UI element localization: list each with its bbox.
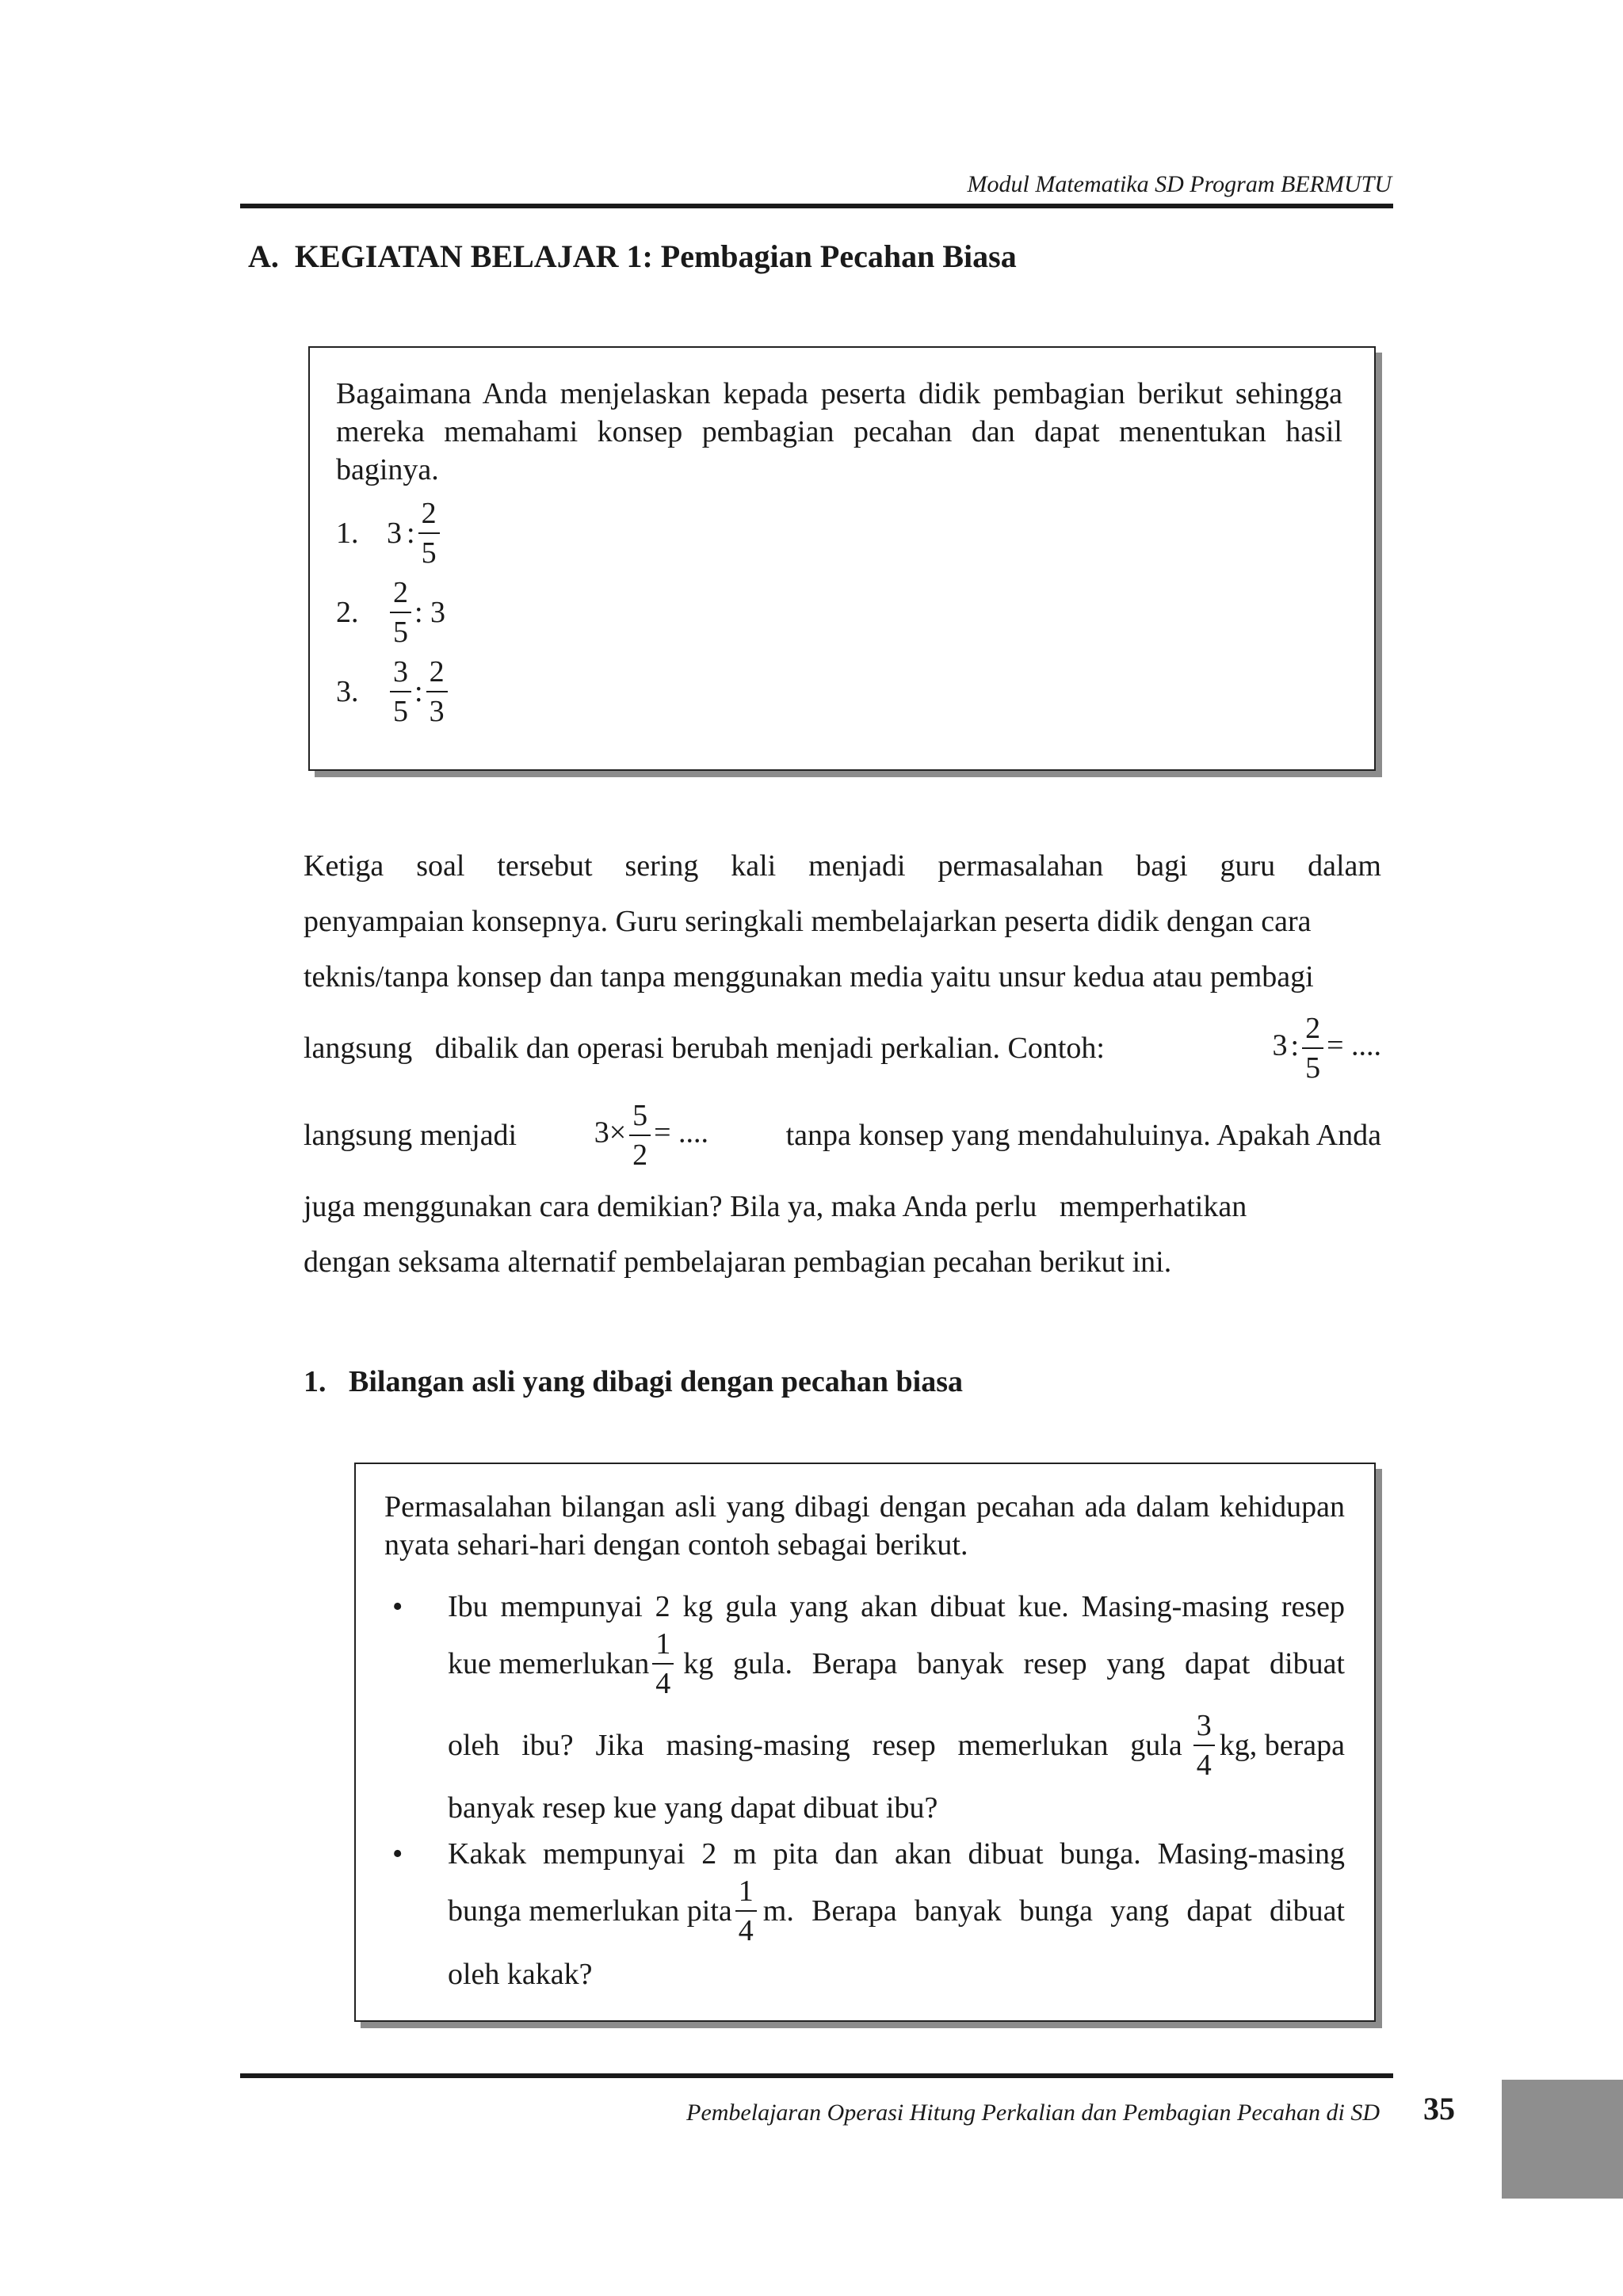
fraction: $\frac{1}{4}$ — [735, 1876, 757, 1946]
word: bagi — [1136, 849, 1188, 883]
bullet-icon: • — [392, 1837, 403, 1871]
word: Ketiga — [304, 849, 384, 883]
word: dalam — [1308, 849, 1381, 883]
body-paragraph — [304, 838, 1381, 1290]
converted-expression: 3× $\frac{5}{2}$ = .... — [594, 1099, 709, 1172]
fraction: $\frac{3}{5}$ — [390, 657, 411, 727]
body-line-7: dengan seksama alternatif pembelajaran pembagian pecahan berikut ini. — [304, 1245, 1172, 1279]
word: tersebut — [497, 849, 593, 883]
header-rule — [240, 204, 1393, 208]
body-line-1 — [304, 838, 1381, 894]
example-expression: 3 : $\frac{2}{5}$ = .... — [1272, 1012, 1381, 1085]
body-line-3: teknis/tanpa konsep dan tanpa menggunakan media yaitu unsur kedua atau pembagi — [304, 960, 1314, 994]
question-item-2: 2. $\frac{2}{5}$ : 3 — [336, 576, 446, 649]
word: kali — [731, 849, 777, 883]
question-item-1: 1. 3 : $\frac{2}{5}$ — [336, 494, 1342, 573]
question-intro: Bagaimana Anda menjelaskan kepada peserta didik pembagian berikut sehingga mereka memahami konsep pembagian pecahan dan dapat menentukan hasil baginya. — [336, 377, 1342, 486]
problem-box — [354, 1463, 1376, 2022]
word: sering — [624, 849, 699, 883]
problem-intro: Permasalahan bilangan asli yang dibagi dengan pecahan ada dalam kehidupan nyata sehari-hari dengan contoh sebagai berikut. — [384, 1490, 1345, 1562]
word: menjadi — [808, 849, 906, 883]
bullet-item-2: • Kakak mempunyai 2 m pita dan akan dibuat bunga. Masing-masing bunga memerlukan pita $\frac{1}{4}$ m. Berapa banyak bunga yang dapat dibuat oleh kakak? — [384, 1835, 1345, 1993]
fraction: $\frac{2}{5}$ — [418, 498, 440, 568]
body-line-2: penyampaian konsepnya. Guru seringkali membelajarkan peserta didik dengan cara — [304, 905, 1312, 938]
word: soal — [416, 849, 465, 883]
fraction: $\frac{1}{4}$ — [652, 1629, 674, 1699]
question-item-3: 3. $\frac{3}{5}$ : $\frac{2}{3}$ — [336, 652, 1342, 731]
body-line-4: langsung dibalik dan operasi berubah menjadi perkalian. Contoh: 3 : $\frac{2}{5}$ = .... — [304, 1012, 1381, 1085]
body-line-5: langsung menjadi 3× $\frac{5}{2}$ = .... tanpa konsep yang mendahuluinya. Apakah Anda — [304, 1099, 1381, 1172]
page-number: 35 — [1423, 2091, 1455, 2126]
fraction: $\frac{2}{3}$ — [426, 657, 448, 727]
running-header: Modul Matematika SD Program BERMUTU — [967, 171, 1392, 197]
footer-rule — [240, 2073, 1393, 2078]
question-box — [308, 346, 1376, 771]
bullet-item-1: • Ibu mempunyai 2 kg gula yang akan dibuat kue. Masing-masing resep kue memerlukan $\frac{1}{4}$ kg gula. Berapa banyak resep yang dapat dibuat oleh ibu? Jika masing-masing resep memerlukan gula $\frac{3}{4}$ kg, berapa banyak resep kue yang dapat dibuat ibu? — [384, 1588, 1345, 1827]
word: guru — [1220, 849, 1276, 883]
fraction: $\frac{2}{5}$ — [390, 578, 411, 647]
running-footer: Pembelajaran Operasi Hitung Perkalian dan Pembagian Pecahan di SD — [686, 2100, 1380, 2126]
corner-tab — [1502, 2080, 1623, 2199]
fraction: $\frac{3}{4}$ — [1193, 1711, 1215, 1780]
bullet-icon: • — [392, 1590, 403, 1623]
word: permasalahan — [938, 849, 1104, 883]
subsection-title: 1. Bilangan asli yang dibagi dengan pecahan biasa — [304, 1365, 964, 1398]
section-title: A. KEGIATAN BELAJAR 1: Pembagian Pecahan Biasa — [248, 238, 1017, 274]
body-line-6: juga menggunakan cara demikian? Bila ya, maka Anda perlu memperhatikan — [304, 1190, 1247, 1223]
